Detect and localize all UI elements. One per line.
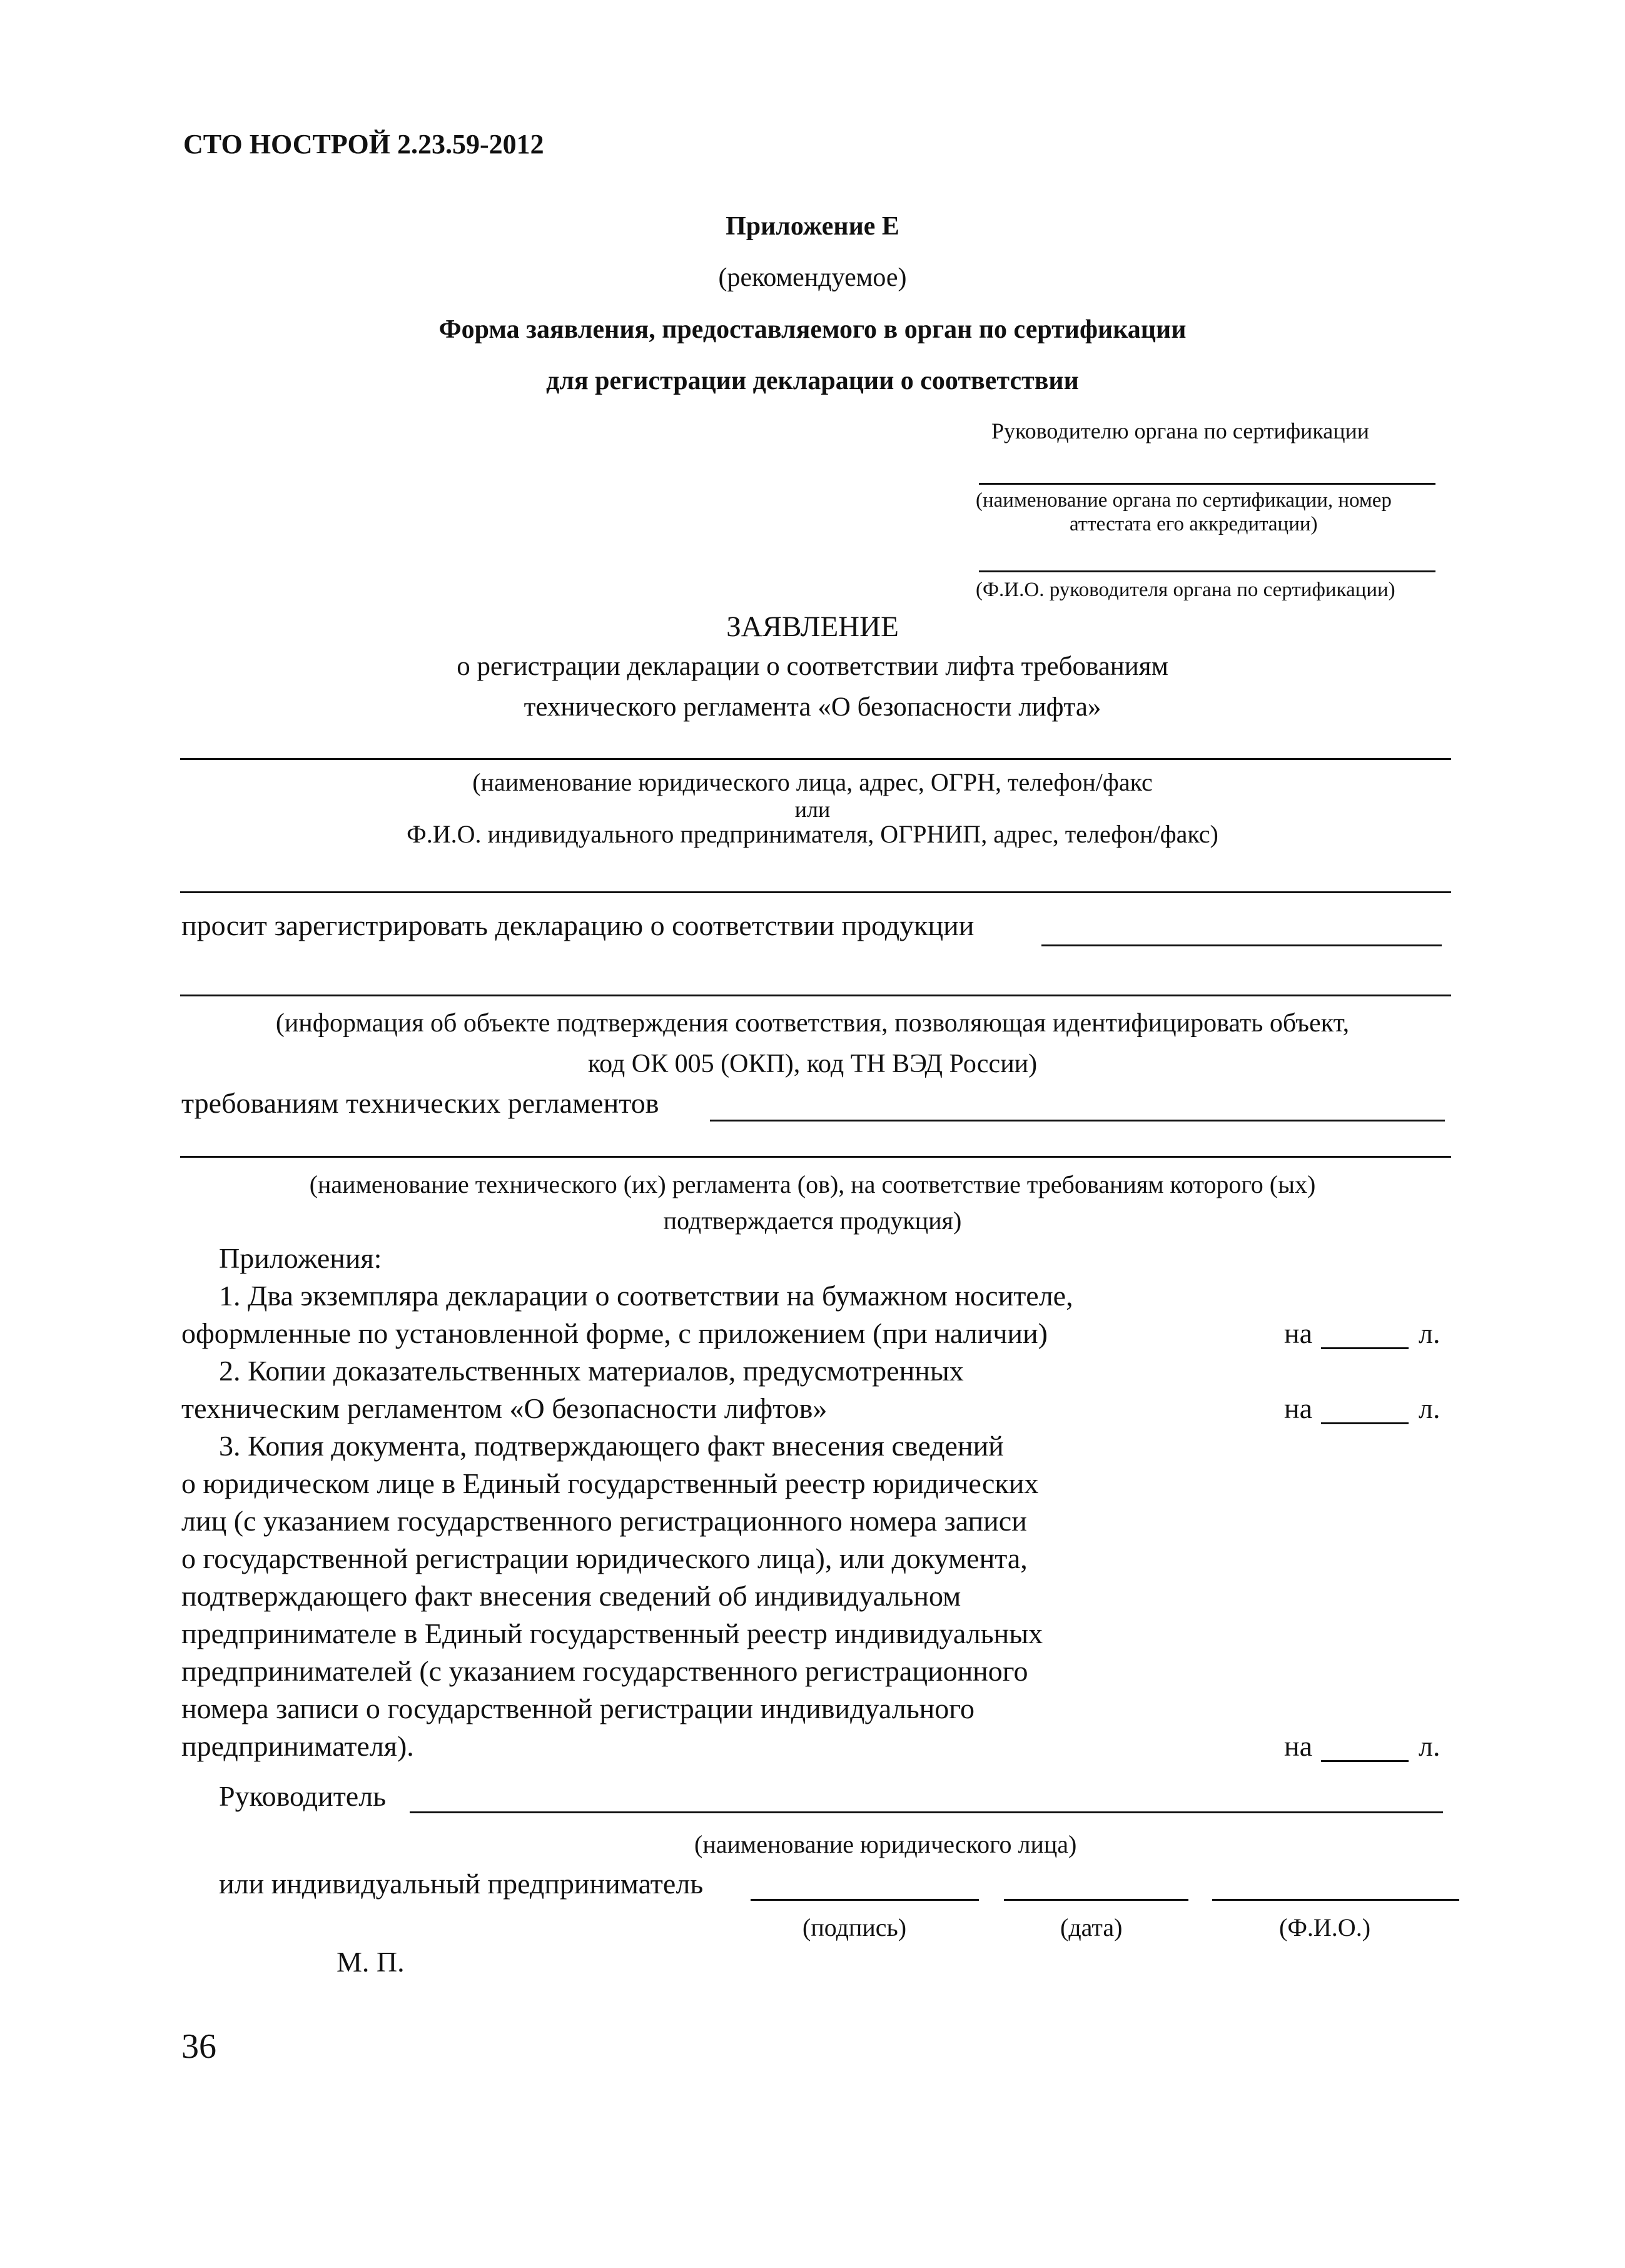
regulations-caption-2: подтверждается продукция) [663,1207,962,1235]
request-text: просит зарегистрировать декларацию о соответствии продукции [181,909,974,941]
statement-title: ЗАЯВЛЕНИЕ [726,610,899,643]
attachment-3-line: 3. Копия документа, подтверждающего факт внесения сведений [219,1430,1004,1462]
stamp-place: М. П. [337,1946,405,1978]
object-caption-1: (информация об объекте подтверждения соответствия, позволяющая идентифицировать объект, [275,1009,1350,1038]
attachment-3-line: о государственной регистрации юридического лица), или документа, [181,1542,1028,1574]
attachment-3-line: о юридическом лице в Единый государственный реестр юридических [181,1467,1039,1499]
attachment-1-pages-field[interactable] [1321,1347,1409,1349]
applicant-caption-or: или [794,797,831,822]
head-name-caption: (Ф.И.О. руководителя органа по сертификации) [976,579,1395,601]
statement-subtitle-2: технического регламента «О безопасности лифта» [524,692,1101,722]
requirements-text: требованиям технических регламентов [181,1087,659,1119]
appendix-status: (рекомендуемое) [718,263,907,292]
attachment-3-line: предпринимателе в Единый государственный реестр индивидуальных [181,1617,1043,1649]
signature-caption: (подпись) [802,1913,907,1941]
attachment-2-pages-field[interactable] [1321,1422,1409,1424]
product-line[interactable] [1041,944,1442,946]
addressee-to: Руководителю органа по сертификации [991,418,1370,443]
attachment-1-line-1: 1. Два экземпляра декларации о соответствии на бумажном носителе, [219,1280,1073,1312]
full-name-caption: (Ф.И.О.) [1279,1913,1371,1941]
regulations-line-2[interactable] [180,1156,1451,1158]
date-line[interactable] [1004,1899,1188,1901]
page-number: 36 [181,2027,216,2066]
attachment-3-line: предпринимателя). [181,1730,414,1762]
signature-line[interactable] [751,1899,979,1901]
applicant-caption-1: (наименование юридического лица, адрес, ОГРН, телефон/факс [472,768,1153,796]
legal-entity-line[interactable] [410,1811,1443,1813]
attachment-2-line-1: 2. Копии доказательственных материалов, предусмотренных [219,1355,964,1387]
attachment-2-line-2: техническим регламентом «О безопасности лифтов» [181,1392,828,1424]
attachment-3-line: лиц (с указанием государственного регистрационного номера записи [181,1505,1027,1537]
attachment-1-pages-suffix: л. [1419,1317,1440,1349]
entrepreneur-label: или индивидуальный предприниматель [219,1868,704,1900]
applicant-caption-3: Ф.И.О. индивидуального предпринимателя, ОГРНИП, адрес, телефон/факс) [407,820,1218,848]
full-name-line[interactable] [1212,1899,1459,1901]
attachment-3-pages-suffix: л. [1419,1730,1440,1762]
attachment-3-pages-field[interactable] [1321,1760,1409,1762]
certification-body-caption-1: (наименование органа по сертификации, номер [976,489,1392,512]
applicant-line-2[interactable] [180,891,1451,893]
appendix-title: Приложение Е [726,212,899,241]
attachment-3-pages-prefix: на [1284,1730,1313,1762]
date-caption: (дата) [1060,1913,1123,1941]
attachment-1-pages-prefix: на [1284,1317,1313,1349]
regulations-caption-1: (наименование технического (их) регламента (ов), на соответствие требованиям которого (ых) [309,1170,1316,1198]
statement-subtitle-1: о регистрации декларации о соответствии лифта требованиям [457,652,1168,681]
attachments-heading: Приложения: [219,1242,382,1274]
form-title-line-2: для регистрации декларации о соответствии [546,367,1079,395]
certification-body-caption-2: аттестата его аккредитации) [1070,513,1318,535]
applicant-line[interactable] [180,758,1451,760]
legal-entity-caption: (наименование юридического лица) [694,1830,1077,1858]
object-caption-2: код ОК 005 (ОКП), код ТН ВЭД России) [587,1050,1038,1078]
head-name-line[interactable] [979,570,1435,572]
attachment-3-line: предпринимателей (с указанием государственного регистрационного [181,1655,1028,1687]
regulations-line[interactable] [710,1120,1445,1121]
attachment-3-line: номера записи о государственной регистрации индивидуального [181,1693,975,1724]
signature-head: Руководитель [219,1780,387,1812]
attachment-2-pages-prefix: на [1284,1392,1313,1424]
attachment-1-line-2: оформленные по установленной форме, с приложением (при наличии) [181,1317,1048,1349]
form-title-line-1: Форма заявления, предоставляемого в орган по сертификации [438,315,1187,344]
certification-body-line[interactable] [979,483,1435,485]
attachment-3-line: подтверждающего факт внесения сведений об индивидуальном [181,1580,961,1612]
product-line-2[interactable] [180,995,1451,996]
attachment-2-pages-suffix: л. [1419,1392,1440,1424]
document-code: СТО НОСТРОЙ 2.23.59-2012 [183,129,544,159]
